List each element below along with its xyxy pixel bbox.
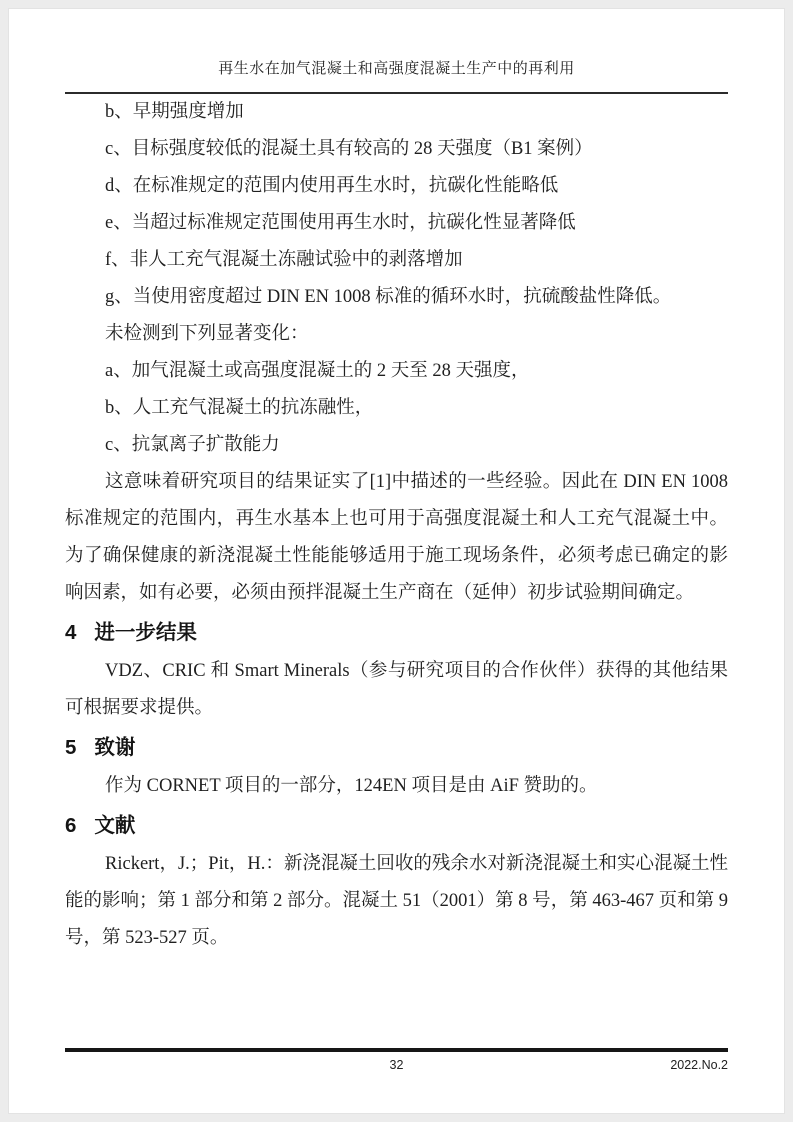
running-head-title: 再生水在加气混凝土和高强度混凝土生产中的再利用 bbox=[218, 61, 575, 77]
section-number: 5 bbox=[65, 736, 77, 759]
section-heading-5 bbox=[65, 729, 728, 766]
section-title: 文献 bbox=[94, 814, 136, 837]
reference-text: Rickert，J.；Pit，H.：新浇混凝土回收的残余水对新浇混凝土和实心混凝土性能的影响；第 1 部分和第 2 部分。混凝土 51（2001）第 8 号，第 463-467 页和第 9 号，第 523-527 页。 bbox=[65, 854, 728, 948]
not-detected-item-a: a、加气混凝土或高强度混凝土的 2 天至 28 天强度， bbox=[105, 361, 530, 381]
page-number: 32 bbox=[389, 1058, 404, 1072]
conclusion-paragraph: 这意味着研究项目的结果证实了[1]中描述的一些经验。因此在 DIN EN 1008 标准规定的范围内，再生水基本上也可用于高强度混凝土和人工充气混凝土中。为了确保健康的新浇混凝土性能能够适用于施工现场条件，必须考虑已确定的影响因素，如有必要，必须由预拌混凝土生产商在（延伸）初步试验期间确定。 bbox=[65, 472, 728, 603]
acknowledgement-text: 作为 CORNET 项目的一部分，124EN 项目是由 AiF 赞助的。 bbox=[105, 776, 598, 796]
section-number: 6 bbox=[65, 814, 77, 837]
running-head bbox=[65, 60, 728, 94]
finding-item-b: b、早期强度增加 bbox=[105, 102, 244, 122]
finding-item-e: e、当超过标准规定范围使用再生水时，抗碳化性显著降低 bbox=[105, 213, 576, 233]
finding-item-c: c、目标强度较低的混凝土具有较高的 28 天强度（B1 案例） bbox=[105, 139, 593, 159]
section-number: 4 bbox=[65, 621, 77, 644]
finding-item-g: g、当使用密度超过 DIN EN 1008 标准的循环水时，抗硫酸盐性降低。 bbox=[105, 287, 672, 307]
section-heading-4 bbox=[65, 614, 728, 651]
page-footer bbox=[65, 1056, 728, 1074]
section-title: 进一步结果 bbox=[94, 621, 197, 644]
footer-rule bbox=[65, 1048, 728, 1052]
page-content bbox=[65, 8, 728, 957]
section-heading-6 bbox=[65, 807, 728, 844]
issue-label: 2022.No.2 bbox=[670, 1058, 728, 1072]
not-detected-item-c: c、抗氯离子扩散能力 bbox=[105, 435, 280, 455]
not-detected-item-b: b、人工充气混凝土的抗冻融性， bbox=[105, 398, 374, 418]
not-detected-intro: 未检测到下列显著变化： bbox=[105, 324, 309, 344]
section-title: 致谢 bbox=[94, 736, 136, 759]
section-4-body: VDZ、CRIC 和 Smart Minerals（参与研究项目的合作伙伴）获得的其他结果可根据要求提供。 bbox=[65, 661, 728, 718]
finding-item-f: f、非人工充气混凝土冻融试验中的剥落增加 bbox=[105, 250, 463, 270]
document-body bbox=[65, 94, 728, 957]
finding-item-d: d、在标准规定的范围内使用再生水时，抗碳化性能略低 bbox=[105, 176, 559, 196]
